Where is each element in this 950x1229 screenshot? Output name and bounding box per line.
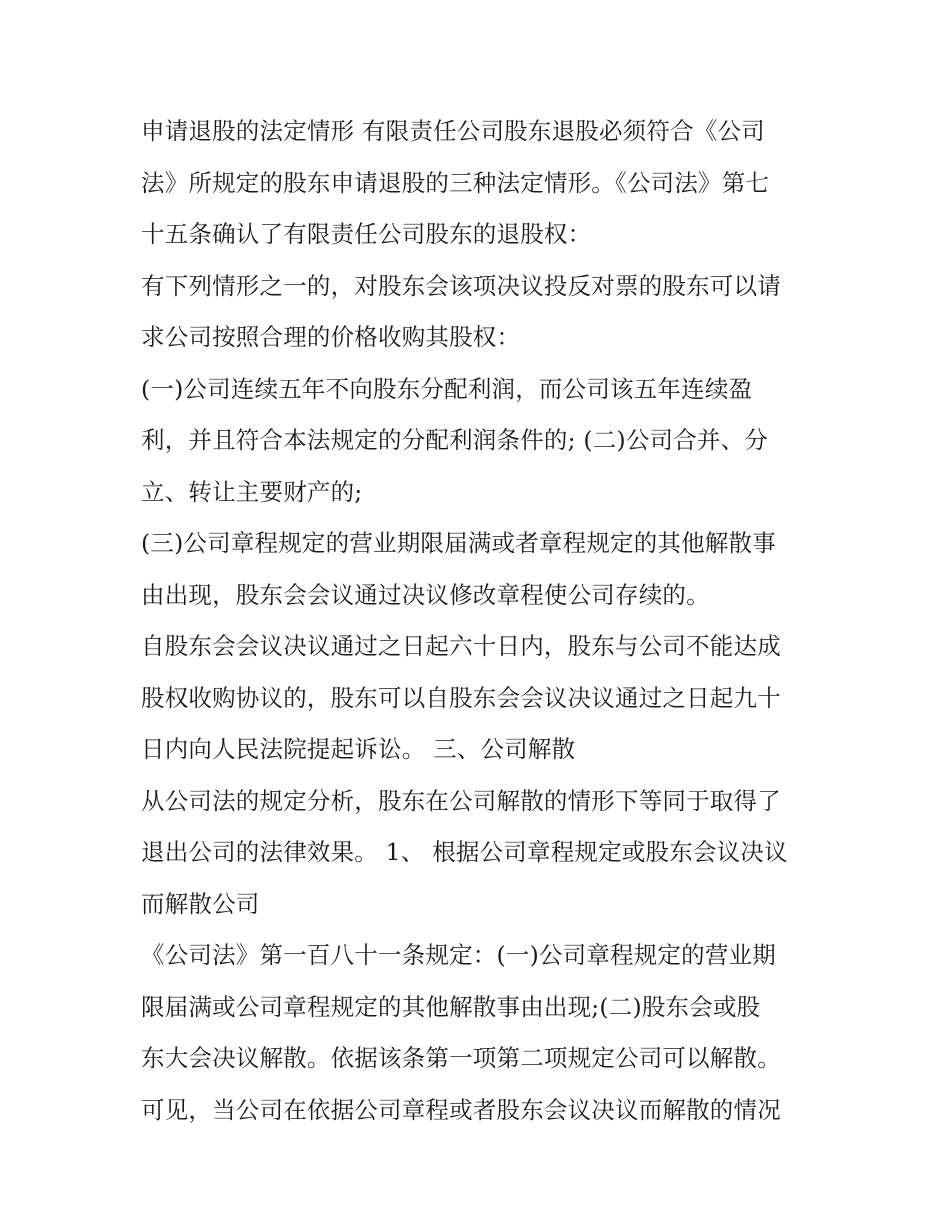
text-line: 《公司法》第一百八十一条规定：(一)公司章程规定的营业期 <box>141 941 776 969</box>
text-line: 从公司法的规定分析，股东在公司解散的情形下等同于取得了 <box>141 786 781 815</box>
document-body <box>141 108 821 1138</box>
text-line: 法》所规定的股东申请退股的三种法定情形。《公司法》第七 <box>141 168 770 197</box>
text-line: 股权收购协议的，股东可以自股东会会议决议通过之日起九十 <box>141 683 781 712</box>
text-line: 东大会决议解散。依据该条第一项第二项规定公司可以解散。 <box>141 1044 781 1072</box>
text-line: 求公司按照合理的价格收购其股权： <box>141 323 521 351</box>
text-line: 而解散公司 <box>141 889 260 918</box>
text-line: 有下列情形之一的，对股东会该项决议投反对票的股东可以请 <box>141 271 781 300</box>
text-line: 利，并且符合本法规定的分配利润条件的; (二)公司合并、分 <box>141 426 769 454</box>
text-line: 由出现，股东会会议通过决议修改章程使公司存续的。 <box>141 580 710 609</box>
text-line: 立、转让主要财产的; <box>141 477 363 506</box>
text-line: 可见，当公司在依据公司章程或者股东会议决议而解散的情况 <box>141 1095 781 1124</box>
text-line: 日内向人民法院提起诉讼。 三、公司解散 <box>141 735 576 763</box>
text-line: 十五条确认了有限责任公司股东的退股权： <box>141 220 592 248</box>
text-line: 申请退股的法定情形 有限责任公司股东退股必须符合《公司 <box>141 117 765 145</box>
text-line: 限届满或公司章程规定的其他解散事由出现;(二)股东会或股 <box>141 992 761 1021</box>
text-line: (三)公司章程规定的营业期限届满或者章程规定的其他解散事 <box>141 529 776 557</box>
text-line: (一)公司连续五年不向股东分配利润，而公司该五年连续盈 <box>141 374 753 403</box>
text-line: 自股东会会议决议通过之日起六十日内，股东与公司不能达成 <box>141 632 781 660</box>
text-line: 退出公司的法律效果。 1、 根据公司章程规定或股东会议决议 <box>141 838 788 866</box>
